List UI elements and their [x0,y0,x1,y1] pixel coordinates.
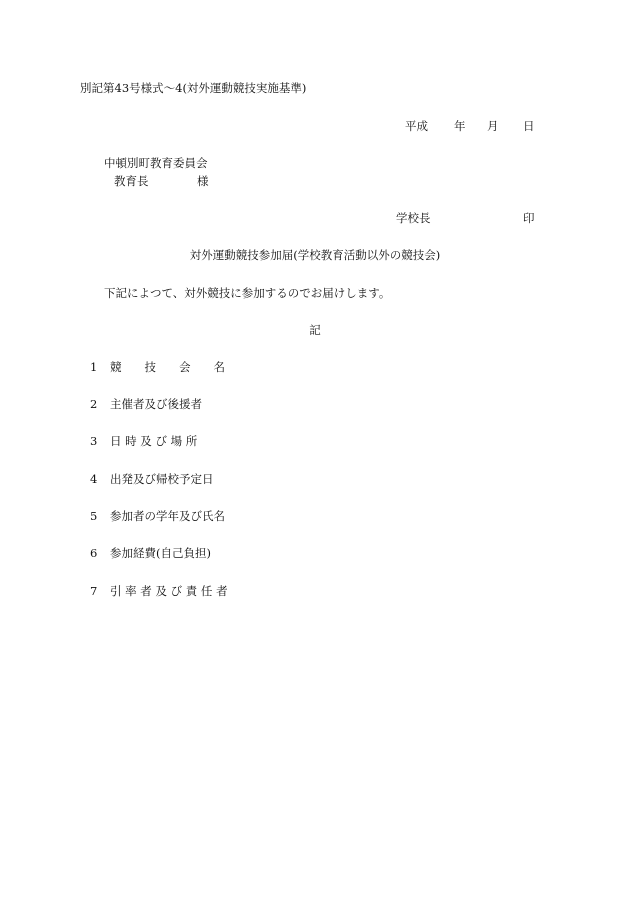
ki-heading: 記 [309,323,321,337]
item-number: 3 [90,434,98,448]
item-number: 5 [90,509,98,523]
item-label: 競 技 会 名 [110,360,225,374]
item-number: 7 [90,584,98,598]
item-number: 2 [90,397,98,411]
item-number: 6 [90,546,98,560]
item-label: 日 時 及 び 場 所 [110,434,198,448]
sender-seal: 印 [523,211,535,225]
recipient-title: 教育長 [114,174,149,188]
item-label: 引 率 者 及 び 責 任 者 [110,584,228,598]
item-label: 出発及び帰校予定日 [110,472,214,486]
document-title: 対外運動競技参加届(学校教育活動以外の競技会) [189,248,441,262]
date-day: 日 [523,119,535,133]
form-title: 別記第43号様式〜4(対外運動競技実施基準) [80,81,307,95]
item-label: 参加者の学年及び氏名 [110,509,225,523]
item-number: 1 [90,360,98,374]
recipient-honorific: 様 [197,174,209,188]
item-label: 参加経費(自己負担) [110,546,211,560]
item-label: 主催者及び後援者 [110,397,202,411]
date-month: 月 [487,119,499,133]
date-year: 年 [454,119,466,133]
body-text: 下記によつて、対外競技に参加するのでお届けします。 [104,286,391,300]
sender-title: 学校長 [396,211,431,225]
recipient-organization: 中頓別町教育委員会 [104,156,208,170]
date-era: 平成 [405,119,428,133]
item-number: 4 [90,472,98,486]
